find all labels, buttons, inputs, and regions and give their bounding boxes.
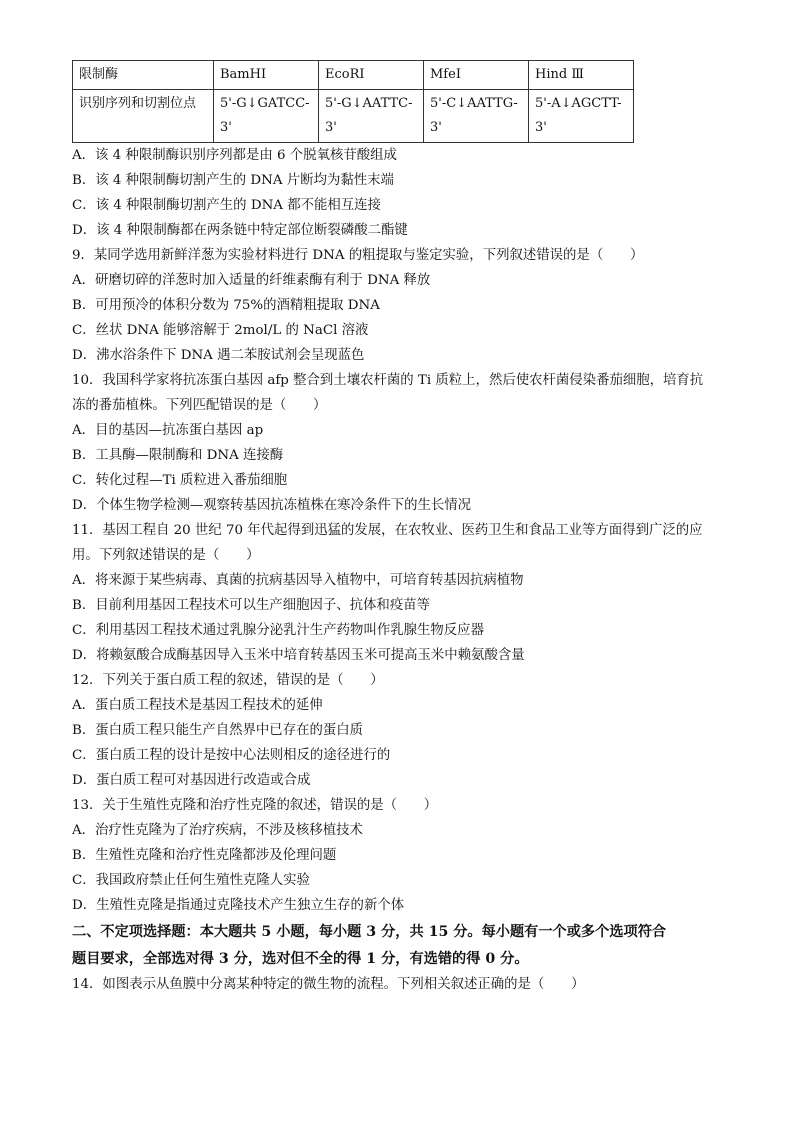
question-10	[72, 368, 732, 518]
option-d: D．将赖氨酸合成酶基因导入玉米中培育转基因玉米可提高玉米中赖氨酸含量	[72, 648, 525, 663]
question-9	[72, 243, 732, 368]
question-stem-cont: 冻的番茄植株。下列匹配错误的是（ ）	[72, 398, 327, 413]
table-cell: 5'-G↓GATCC-3'	[214, 90, 319, 143]
question-stem: 11．基因工程自 20 世纪 70 年代起得到迅猛的发展，在农牧业、医药卫生和食品工业等方面得到广泛的应	[72, 523, 703, 538]
option-a: A．该 4 种限制酶识别序列都是由 6 个脱氧核苷酸组成	[72, 148, 397, 163]
exam-page	[72, 60, 732, 997]
section-2-heading	[72, 920, 732, 972]
restriction-enzyme-table	[72, 60, 634, 143]
option-b: B．生殖性克隆和治疗性克隆都涉及伦理问题	[72, 848, 337, 863]
question-13	[72, 793, 732, 918]
question-stem: 12．下列关于蛋白质工程的叙述，错误的是（ ）	[72, 673, 384, 688]
option-d: D．个体生物学检测—观察转基因抗冻植株在寒冷条件下的生长情况	[72, 498, 472, 513]
option-a: A．蛋白质工程技术是基因工程技术的延伸	[72, 698, 323, 713]
option-d: D．沸水浴条件下 DNA 遇二苯胺试剂会呈现蓝色	[72, 348, 365, 363]
table-cell: 限制酶	[73, 61, 214, 90]
table-cell: 5'-A↓AGCTT-3'	[529, 90, 634, 143]
option-c: C．该 4 种限制酶切割产生的 DNA 都不能相互连接	[72, 198, 381, 213]
option-d: D．该 4 种限制酶都在两条链中特定部位断裂磷酸二酯键	[72, 223, 408, 238]
option-a: A．目的基因—抗冻蛋白基因 ap	[72, 423, 264, 438]
option-c: C．蛋白质工程的设计是按中心法则相反的途径进行的	[72, 748, 391, 763]
table-cell: 5'-G↓AATTC-3'	[319, 90, 424, 143]
question-14	[72, 972, 732, 997]
option-c: C．我国政府禁止任何生殖性克隆人实验	[72, 873, 310, 888]
table-cell: EcoRI	[319, 61, 424, 90]
question-8-options	[72, 143, 732, 243]
option-d: D．生殖性克隆是指通过克隆技术产生独立生存的新个体	[72, 898, 405, 913]
option-a: A．研磨切碎的洋葱时加入适量的纤维素酶有利于 DNA 释放	[72, 273, 431, 288]
table-cell: 识别序列和切割位点	[73, 90, 214, 143]
option-a: A．治疗性克隆为了治疗疾病，不涉及核移植技术	[72, 823, 363, 838]
option-c: C．丝状 DNA 能够溶解于 2mol/L 的 NaCl 溶液	[72, 323, 369, 338]
option-b: B．蛋白质工程只能生产自然界中已存在的蛋白质	[72, 723, 364, 738]
table-row	[73, 61, 634, 90]
question-stem-cont: 用。下列叙述错误的是（ ）	[72, 548, 260, 563]
option-b: B．可用预冷的体积分数为 75%的酒精粗提取 DNA	[72, 298, 380, 313]
option-b: B．该 4 种限制酶切割产生的 DNA 片断均为黏性末端	[72, 173, 394, 188]
section-heading-line: 题目要求，全部选对得 3 分，选对但不全的得 1 分，有选错的得 0 分。	[72, 951, 529, 967]
question-stem: 10．我国科学家将抗冻蛋白基因 afp 整合到土壤农杆菌的 Ti 质粒上，然后使农杆菌侵染番茄细胞，培育抗	[72, 373, 704, 388]
table-cell: 5'-C↓AATTG-3'	[424, 90, 529, 143]
question-stem: 13．关于生殖性克隆和治疗性克隆的叙述，错误的是（ ）	[72, 798, 438, 813]
question-stem: 9．某同学选用新鲜洋葱为实验材料进行 DNA 的粗提取与鉴定实验，下列叙述错误的是（ ）	[72, 248, 644, 263]
option-c: C．转化过程—Ti 质粒进入番茄细胞	[72, 473, 288, 488]
section-heading-line: 二、不定项选择题：本大题共 5 小题，每小题 3 分，共 15 分。每小题有一个或多个选项符合	[72, 924, 667, 940]
option-b: B．工具酶—限制酶和 DNA 连接酶	[72, 448, 284, 463]
question-12	[72, 668, 732, 793]
option-c: C．利用基因工程技术通过乳腺分泌乳汁生产药物叫作乳腺生物反应器	[72, 623, 484, 638]
option-a: A．将来源于某些病毒、真菌的抗病基因导入植物中，可培育转基因抗病植物	[72, 573, 524, 588]
table-cell: MfeI	[424, 61, 529, 90]
table-row	[73, 90, 634, 143]
option-d: D．蛋白质工程可对基因进行改造或合成	[72, 773, 311, 788]
table-cell: Hind Ⅲ	[529, 61, 634, 90]
question-stem: 14．如图表示从鱼膜中分离某种特定的微生物的流程。下列相关叙述正确的是（ ）	[72, 977, 585, 992]
question-11	[72, 518, 732, 668]
option-b: B．目前利用基因工程技术可以生产细胞因子、抗体和疫苗等	[72, 598, 430, 613]
table-cell: BamHI	[214, 61, 319, 90]
